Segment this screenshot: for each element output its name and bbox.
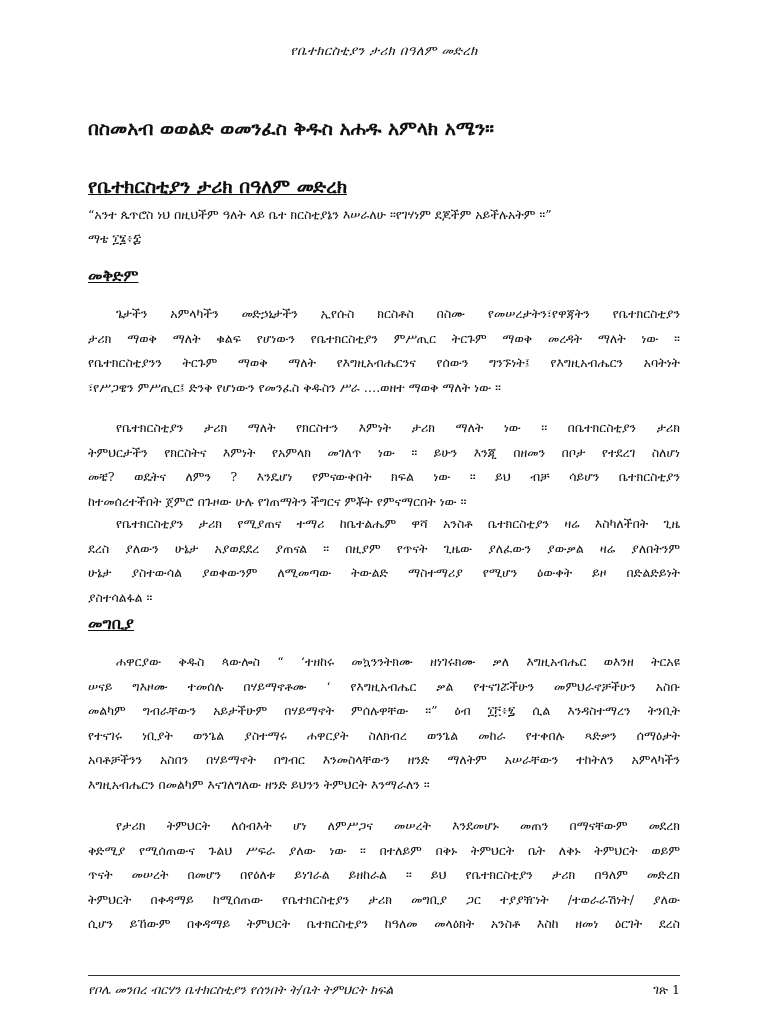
paragraph-line: ትምህርት በቀዳማይ ከሚሰጠው የቤተክርስቲያን ታሪክ መግቢያ ጋር ተያያዥነት /ተወራራሽነት/ ያለው xyxy=(88,891,680,907)
paragraph-line: አባቶቻችንን አስበን በሃይማኖት በግብር እንመስላቸውን ዘንድ ማለትም አሠራቸውን ተከትለን አምላካችን xyxy=(88,752,680,767)
paragraph-line: መቼ? ወዴትና ለምን ? እንዴሆነ የምናውቅበት ክፍል ነው ። ይህ ብቻ ሳይሆን ቤተክርስቲያን xyxy=(88,469,680,484)
paragraph-preface-1 xyxy=(88,302,680,400)
paragraph-line: መልካም ግብራቸውን አይታችሁም በሃይማኖት ምሰሉዋቸው ።” ዕብ ፲፫፥፯ ሲል እንዳስተማረን ትንቢት xyxy=(88,703,680,718)
paragraph-line: ያስተሳልፋል ። xyxy=(88,589,153,605)
paragraph-line: የቤተክርስቲያን ታሪክ ማለት የክርስተን እምነት ታሪክ ማለት ነው ፡፡ በቤተክርስቲያን ታሪክ xyxy=(116,420,680,435)
paragraph-line: ጥናት መሠረት በመሆን በየዕለቱ ይነገራል ይዘከራል ። ይህ የቤተክርስቲያን ታሪክ በዓለም መድረክ xyxy=(88,867,680,882)
paragraph-line: ሐዋርያው ቅዱስ ጳውሎስ “ ‘ተዘከሩ መኳንንትክሙ ዘነገሩክሙ ቃለ እግዚአብሔር ወእንዘ ትርአዩ xyxy=(116,654,680,669)
section-heading-introduction: መግቢያ xyxy=(88,614,134,633)
paragraph-line: ሠናይ ግእዞሙ ተመሰሉ በሃይማኖቶሙ ‘ የእግዚአብሔር ቃል የተናገሯችሁን መምህራኖቻችሁን አስቡ xyxy=(88,678,680,694)
paragraph-line: ደረስ ያለውን ሁኔታ አያወደደረ ያጠናል ። በዚያም የጥናት ጊዜው ያለፈውን ያውቃል ዛሬ ያለበትንም xyxy=(88,540,680,556)
paragraph-line: የቤተክርስቲያንን ትርጉም ማወቅ ማለት የእግዚአብሔርንና የሰውን ግንኙነት፤ የእግዚአብሔርን አባትነት xyxy=(88,355,680,370)
paragraph-line: ታሪክ ማወቅ ማለት ቁልፍ የሆነውን የቤተክርስቲያን ምሥጢር ትርጉም ማወቅ መረዳት ማለት ነው ። xyxy=(88,330,680,346)
paragraph-introduction-1 xyxy=(88,650,680,797)
paragraph-introduction-2 xyxy=(88,814,680,937)
paragraph-line: የተናገሩ ነቢያት ወንጌል ያስተማሩ ሐዋርያት ስለክብረ ወንጌል መከራ የተቀበሉ ጻድቃን ሰማዕታት xyxy=(88,727,680,743)
section-heading-preface: መቅድም xyxy=(88,266,139,285)
footer-organization: የቦሌ መንበረ ብርሃን ቤተክርስቲያን የሰንበት ት/ቤት ትምህርት ክፍል xyxy=(88,982,394,997)
paragraph-line: ፣የሥጋዌን ምሥጢር፤ ድንቅ የሆነውን የመንፈስ ቅዱስን ሥራ ….ወዘተ ማወቅ ማለት ነው ። xyxy=(88,379,501,395)
quote-reference: ማቴ ፲፮፥፰ xyxy=(88,231,142,246)
opening-quote xyxy=(88,203,680,251)
invocation-title: በስመአብ ወወልድ ወመንፈስ ቅዱስ አሐዱ አምላክ አሜን። xyxy=(88,118,495,140)
page-number: ገጽ 1 xyxy=(653,982,680,997)
document-title: የቤተክርስቲያን ታሪክ በዓለም መድረክ xyxy=(88,176,348,198)
paragraph-line: ሁኔታ ያስተውሳል ያወቀውንም ለሚመጣው ትውልድ ማስተማሪያ የሚሆን ዕውቀት ይዞ በድልድይነት xyxy=(88,565,680,580)
paragraph-line: የቤተክርስቲያን ታሪክ የሚያጠና ተማሪ ከቤተልሔም ዋሻ አንስቶ ቤተክርስቲያን ዛሬ እስካለችበት ጊዜ xyxy=(116,516,680,531)
paragraph-preface-3 xyxy=(88,512,680,610)
paragraph-preface-2 xyxy=(88,416,680,514)
paragraph-line: ጌታችን አምላካችን መድኃኒታችን ኢየሱስ ክርስቶስ በስሙ የመሠረታትን፣የዋጃትን የቤተክርስቲያን xyxy=(116,306,680,321)
running-header: የቤተክርስቲያን ታሪክ በዓለም መድረክ xyxy=(290,44,478,59)
paragraph-line: ትምህርታችን የክርስትና እምነት የአምላክ መገለጥ ነው ። ይሁን እንጂ በዘመን በቦታ የተደረገ ስለሆነ xyxy=(88,444,680,460)
paragraph-line: እግዚአብሔርን በመልካም እናገለግለው ዘንድ ይህንን ትምህርት እንማራለን ። xyxy=(88,776,430,792)
footer-divider xyxy=(88,975,680,976)
quote-text: “አንተ ጴጥሮስ ነህ በዚህችም ዓለት ላይ ቤተ ክርስቲያኔን እሠራለሁ ።የገሃነም ደጆችም አይችሉአትም ።” xyxy=(88,207,552,222)
paragraph-line: የታሪክ ትምህርት ለሰብእት ሆነ ለምሥጋና መሠረት እንደመሆኑ መጠን በማናቸውም መደረክ xyxy=(116,818,680,833)
paragraph-line: ከተመሰረተችበት ጀምሮ በጉዞው ሁሉ የገጠማትን ችግርና ምቾት የምናማርበት ነው ። xyxy=(88,493,467,509)
paragraph-line: ሲሆን ይኸውም በቀዳማይ ትምህርት ቤተክርስቲያን ከዓለመ መላዕክት አንስቶ እስከ ዘመነ ዕርገት ደረስ xyxy=(88,916,680,931)
paragraph-line: ቅድሚያ የሚሰጠውና ጉልህ ሥፍራ ያለው ነው ። በተለይም በቅኑ ትምህርት ቤት ለቅኑ ትምህርት ወይም xyxy=(88,842,680,858)
